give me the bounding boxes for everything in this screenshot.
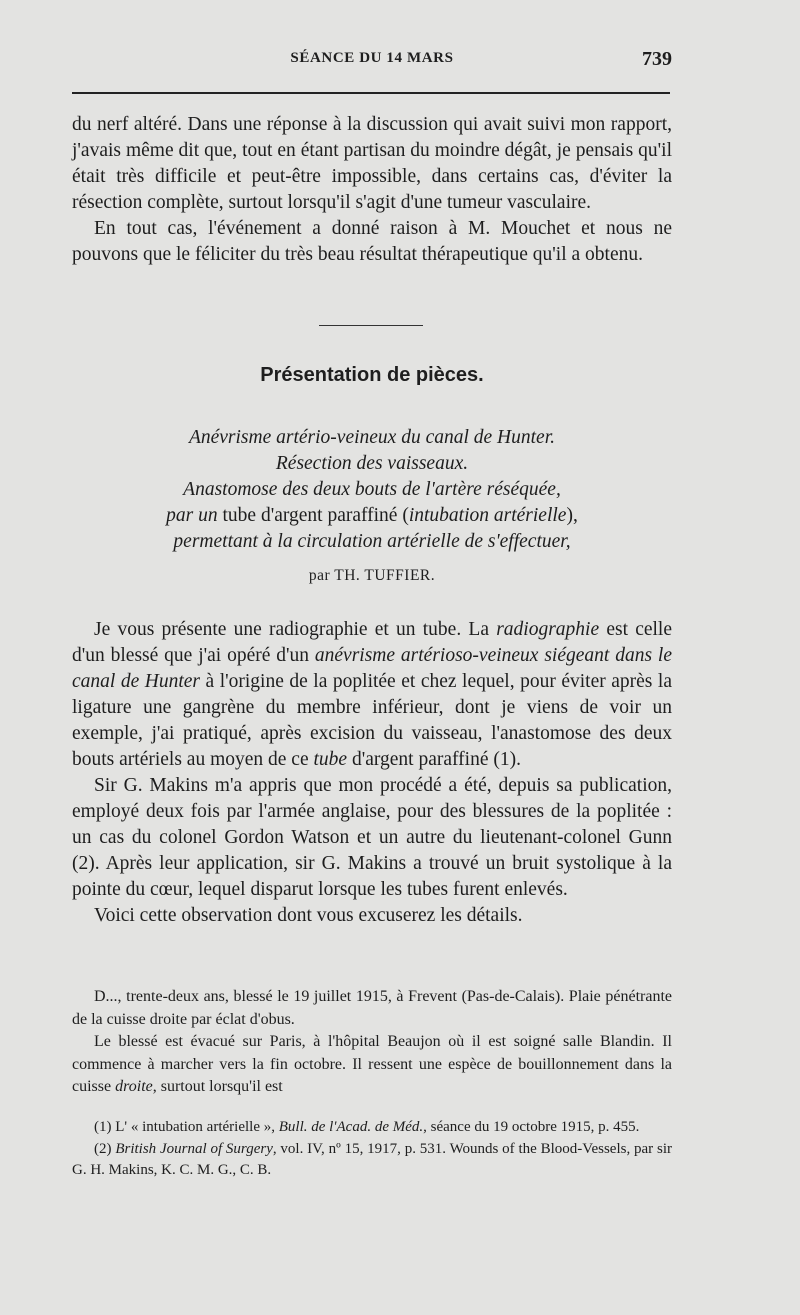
subtitle-part: intubation artérielle — [408, 505, 567, 526]
text-run: (2) — [94, 1140, 116, 1157]
text-run: est celle d'un blessé que j'ai opéré d'un — [72, 619, 673, 666]
paragraph — [72, 617, 672, 773]
header-rule — [72, 92, 670, 94]
text-run: à l'origine de la poplitée et chez lequel, pour éviter après la ligature une gangrène du membre inférieur, dont je viens de voir un exemple, j'ai pratiqué, après excision du vaisseau, l'anastomose des deux bouts artériels au moyen de ce — [72, 671, 672, 770]
subtitle-part: ), — [566, 505, 578, 526]
text-run: Bull. de l'Acad. de Méd. — [278, 1119, 424, 1135]
paragraph: du nerf altéré. Dans une réponse à la discussion qui avait suivi mon rapport, j'avais même dit que, tout en étant partisan du moindre dégât, je pensais qu'il était très difficile et peut-être impossible, dans certains cas, d'éviter la résection complète, surtout lorsqu'il s'agit d'une tumeur vasculaire. — [72, 114, 672, 213]
subtitle-line: permettant à la circulation artérielle de s'effectuer, — [173, 531, 571, 552]
subtitle-part: par un — [166, 505, 223, 526]
text-run: tube — [313, 749, 348, 770]
text-run: Je vous présente une radiographie et un tube. La — [94, 619, 497, 640]
footnote-2 — [72, 1139, 672, 1182]
footnote-1 — [72, 1117, 672, 1139]
footnotes — [72, 1117, 672, 1182]
text-run: anévrisme artérioso-veineux siégeant dans le canal de Hunter — [72, 645, 672, 692]
text-run: , vol. IV, nº 15, 1917, p. 531. Wounds of the Blood-Vessels, par sir G. H. Makins, K. C. M. G., C. B. — [72, 1140, 672, 1178]
section-divider — [319, 325, 423, 326]
paragraph: Sir G. Makins m'a appris que mon procédé a été, depuis sa publication, employé deux fois par l'armée anglaise, pour des blessures de la poplitée : un cas du colonel Gordon Watson et un autre du lieutenant-colonel Gunn (2). Après leur application, sir G. Makins a trouvé un bruit systolique à la pointe du cœur, lequel disparut lorsque les tubes furent enlevés. — [72, 775, 672, 900]
subtitle-line: Anastomose des deux bouts de l'artère réséquée, — [183, 479, 561, 500]
subtitle-line — [72, 503, 672, 529]
page-header — [72, 50, 672, 80]
paragraph: Voici cette observation dont vous excuserez les détails. — [94, 905, 523, 926]
text-run: , séance du 19 octobre 1915, p. 455. — [423, 1119, 640, 1135]
page-number: 739 — [642, 48, 672, 70]
text-run: droite — [115, 1078, 153, 1095]
text-run: d'argent paraffiné (1). — [347, 749, 521, 770]
text-run: Le blessé est évacué sur Paris, à l'hôpital Beaujon où il est soigné salle Blandin. Il commence à marcher vers la fin octobre. Il ressent une espèce de bouillonnement dans la cuisse — [72, 1033, 672, 1095]
paragraph: En tout cas, l'événement a donné raison à M. Mouchet et nous ne pouvons que le féliciter du très beau résultat thérapeutique qu'il a obtenu. — [72, 218, 672, 265]
subtitle-part: tube d'argent paraffiné ( — [222, 505, 409, 526]
text-run: radiographie — [496, 619, 600, 640]
body-text-main — [72, 617, 672, 929]
article-subtitle — [72, 425, 672, 555]
case-report — [72, 986, 672, 1099]
paragraph: D..., trente-deux ans, blessé le 19 juillet 1915, à Frevent (Pas-de-Calais). Plaie pénétrante de la cuisse droite par éclat d'obus. — [72, 988, 672, 1028]
paragraph — [72, 1031, 672, 1099]
subtitle-line: Anévrisme artério-veineux du canal de Hunter. — [188, 427, 556, 448]
text-run: British Journal of Surgery — [115, 1140, 273, 1157]
subtitle-line: Résection des vaisseaux. — [275, 453, 469, 474]
text-run: , surtout lorsqu'il est — [152, 1078, 283, 1095]
text-run: (1) L' « intubation artérielle », — [94, 1119, 279, 1135]
running-title: SÉANCE DU 14 MARS — [290, 50, 454, 66]
author-line: par TH. TUFFIER. — [308, 567, 436, 584]
body-text-top — [72, 112, 672, 268]
section-heading: Présentation de pièces. — [260, 364, 484, 386]
